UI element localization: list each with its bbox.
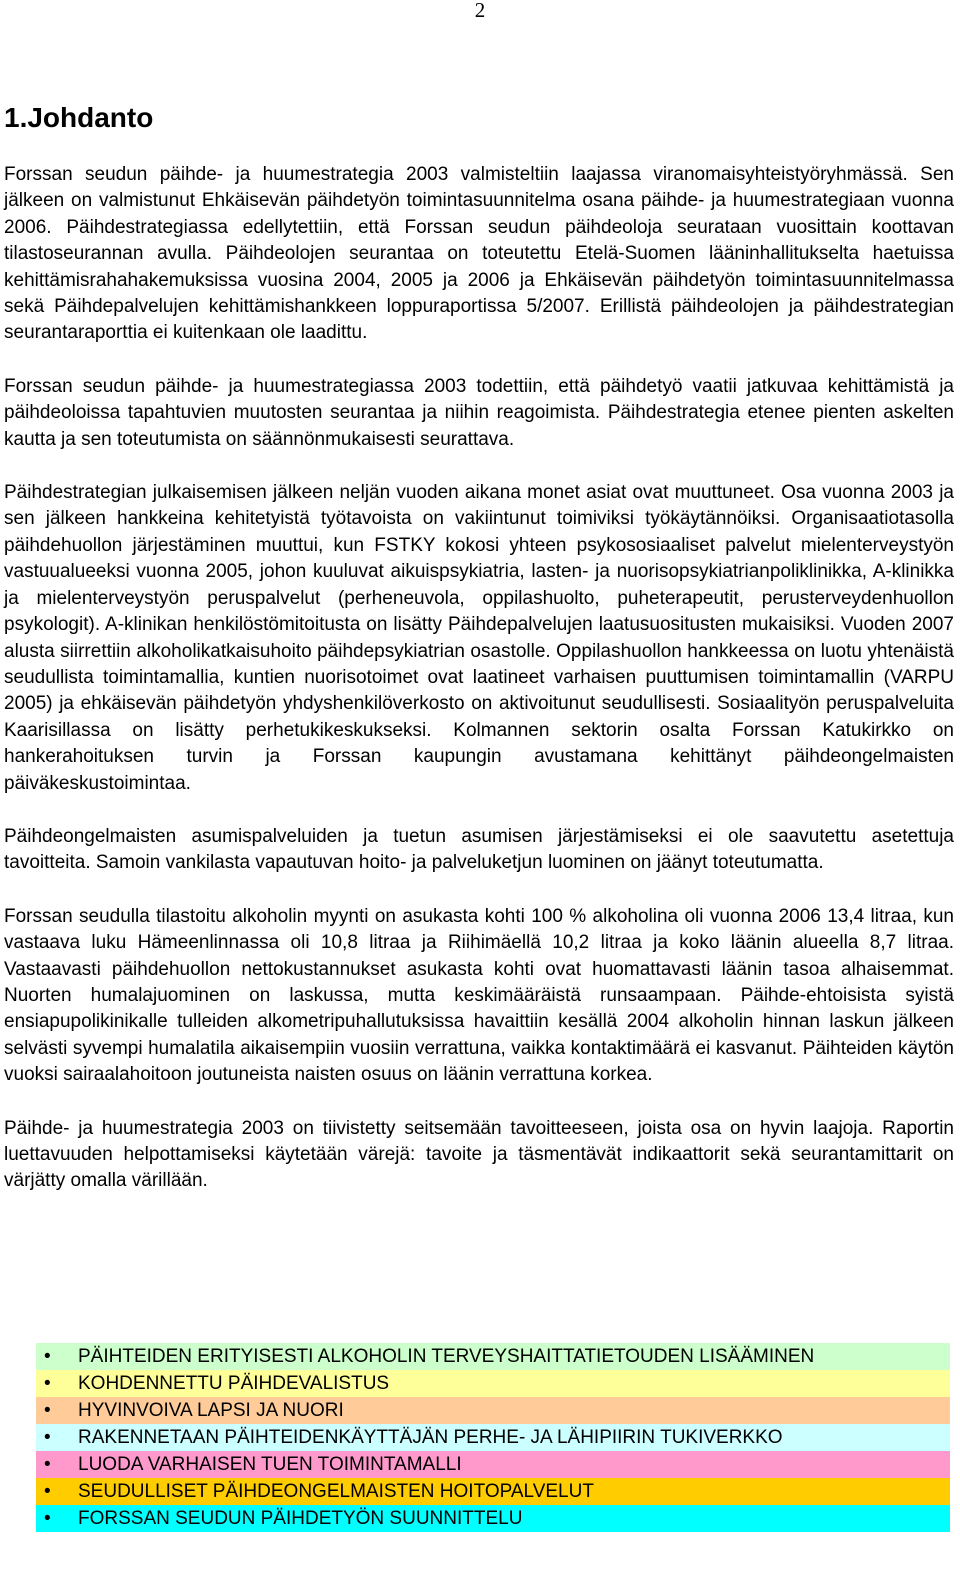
paragraph-monitoring-need: Forssan seudun päihde- ja huumestrategiassa 2003 todettiin, että päihdetyö vaatii jatkuvaa kehittämistä ja päihdeoloissa tapahtuvien muutosten seurantaa ja niihin reagoimista. Päihdestrategia etenee pienten askelten kautta ja sen toteutumista on säännönmukaisesti seurattava.: [4, 375, 954, 450]
paragraph-alcohol-statistics: Forssan seudulla tilastoitu alkoholin myynti on asukasta kohti 100 % alkoholina oli vuonna 2006 13,4 litraa, kun vastaava luku Hämeenlinnassa oli 10,8 litraa ja Riihimäellä 10,2 litraa ja koko läänin alueella 8,7 litraa. Vastaavasti päihdehuollon nettokustannukset asukasta kohti ovat huomattavasti läänin tasoa alhaisemmat. Nuorten humalajuominen on laskussa, mutta keskimääräistä runsaampaan. Päihde-ehtoisista syistä ensiapupolikinikalle tulleiden alkometripuhallutuksissa havaittiin kesällä 2004 alkoholin hinnan laskun jälkeen selvästi syvempi humalatila aikaisempiin vuosiin verrattuna, vaikka kontaktimäärä ei kasvanut. Päihteiden käytön vuoksi sairaalahoitoon joutuneista naisten osuus on läänin verrattuna korkea.: [4, 905, 954, 1086]
body-text: [4, 162, 954, 1195]
goal-item: • LUODA VARHAISEN TUEN TOIMINTAMALLI: [36, 1451, 950, 1478]
goal-item: • RAKENNETAAN PÄIHTEIDENKÄYTTÄJÄN PERHE- JA LÄHIPIIRIN TUKIVERKKO: [36, 1424, 950, 1451]
goal-item: • FORSSAN SEUDUN PÄIHDETYÖN SUUNNITTELU: [36, 1505, 950, 1532]
paragraph-goals-intro: Päihde- ja huumestrategia 2003 on tiivistetty seitsemään tavoitteeseen, joista osa on hyvin laajoja. Raportin luettavuuden helpottamiseksi käytetään värejä: tavoite ja täsmentävät indikaattorit sekä seurantamittarit on värjätty omalla värillään.: [4, 1117, 954, 1192]
section-heading: 1.Johdanto: [4, 102, 154, 133]
goal-item: • KOHDENNETTU PÄIHDEVALISTUS: [36, 1370, 950, 1397]
goal-item: • SEUDULLISET PÄIHDEONGELMAISTEN HOITOPALVELUT: [36, 1478, 950, 1505]
paragraph-strategy-background: Forssan seudun päihde- ja huumestrategia 2003 valmisteltiin laajassa viranomaisyhteistyöryhmässä. Sen jälkeen on valmistunut Ehkäisevän päihdetyön toimintasuunnitelma osana päihde- ja huumestrategiaan vuonna 2006. Päihdestrategiassa edellytettiin, että Forssan seudun päihdeoloja seurataan vuosittain koottavan tilastoseurannan avulla. Päihdeolojen seurantaa on toteutettu Etelä-Suomen lääninhallitukselta haetuissa kehittämisrahahakemuksissa vuosina 2004, 2005 ja 2006 ja Ehkäisevän päihdetyön toimintasuunnitelmassa sekä Päihdepalvelujen kehittämishankkeen loppuraportissa 5/2007. Erillistä päihdeolojen ja päihdestrategian seurantaraporttia ei kuitenkaan ole laadittu.: [4, 164, 954, 344]
goal-item: • HYVINVOIVA LAPSI JA NUORI: [36, 1397, 950, 1424]
page-number: 2: [474, 0, 486, 22]
goal-item: • PÄIHTEIDEN ERITYISESTI ALKOHOLIN TERVEYSHAITTATIETOUDEN LISÄÄMINEN: [36, 1343, 950, 1370]
goals-list: [36, 1343, 950, 1532]
paragraph-changes: Päihdestrategian julkaisemisen jälkeen neljän vuoden aikana monet asiat ovat muuttuneet. Osa vuonna 2003 ja sen jälkeen hankkeina kehitetyistä työtavoista on vakiintunut toimiviksi työkäytännöiksi. Organisaatiotasolla päihdehuollon järjestäminen muuttui, kun FSTKY kokosi yhteen psykososiaaliset palvelut mielenterveystyön vastuualueeksi vuonna 2005, johon kuuluvat aikuispsykiatria, lasten- ja nuorisopsykiatrianpoliklinikka, A-klinikka ja mielenterveystyön peruspalvelut (perheneuvola, oppilashuolto, puheterapeutit, perusterveydenhuollon psykologit). A-klinikan henkilöstömitoitusta on lisätty Päihdepalvelujen laatusuositusten mukaisiksi. Vuoden 2007 alusta siirrettiin alkoholikatkaisuhoito päihdepsykiatrian osastolle. Oppilashuollon hankkeessa on luotu yhtenäistä seudullista toimintamallia, kuntien nuorisotoimet ovat laatineet varhaisen puuttumisen toimintamallin (VARPU 2005) ja ehkäisevän päihdetyön yhdyshenkilöverkosto on aktivoitunut seudullisesti. Sosiaalityön peruspalveluita Kaarisillassa on lisätty perhetukikeskukseksi. Kolmannen sektorin osalta Forssan Katukirkko on hankerahoituksen turvin ja Forssan kaupungin avustamana kehittänyt päihdeongelmaisten päiväkeskustoimintaa.: [4, 482, 954, 794]
paragraph-housing: Päihdeongelmaisten asumispalveluiden ja tuetun asumisen järjestämiseksi ei ole saavutettu asetettuja tavoitteita. Samoin vankilasta vapautuvan hoito- ja palveluketjun luominen on jäänyt toteutumatta.: [4, 825, 954, 874]
